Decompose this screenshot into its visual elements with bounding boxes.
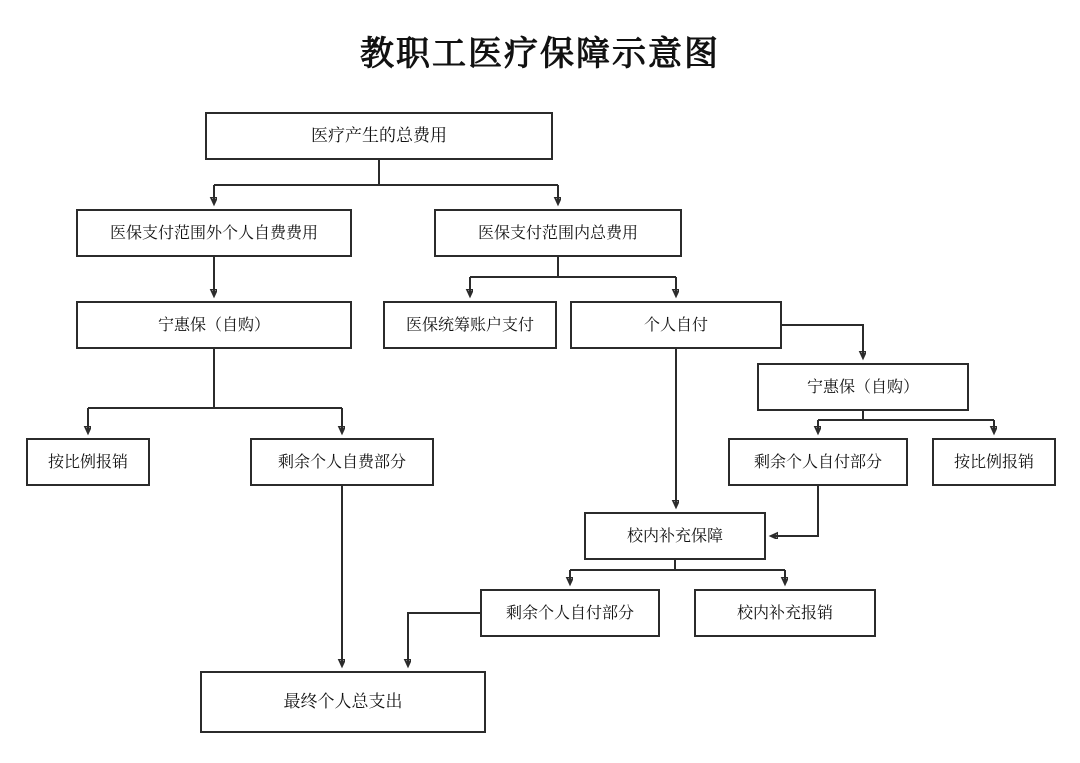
node-remaining-self-paid[interactable]: 剩余个人自付部分 xyxy=(728,438,908,486)
node-out-of-scope-self-funded[interactable]: 医保支付范围外个人自费费用 xyxy=(76,209,352,257)
edge-remain-self-paid2-to-final-total xyxy=(408,613,480,665)
node-pooled-account-payment[interactable]: 医保统筹账户支付 xyxy=(383,301,557,349)
node-ninghuibao-purchase-right[interactable]: 宁惠保（自购） xyxy=(757,363,969,411)
node-ninghuibao-purchase-left[interactable]: 宁惠保（自购） xyxy=(76,301,352,349)
node-personal-self-payment[interactable]: 个人自付 xyxy=(570,301,782,349)
node-final-personal-total-expense[interactable]: 最终个人总支出 xyxy=(200,671,486,733)
node-campus-supplementary-reimbursement[interactable]: 校内补充报销 xyxy=(694,589,876,637)
edge-self-pay-to-ninghui2 xyxy=(782,325,863,357)
node-total[interactable]: 医疗产生的总费用 xyxy=(205,112,553,160)
node-proportional-reimbursement-right[interactable]: 按比例报销 xyxy=(932,438,1056,486)
node-proportional-reimbursement-left[interactable]: 按比例报销 xyxy=(26,438,150,486)
node-remaining-self-funded[interactable]: 剩余个人自费部分 xyxy=(250,438,434,486)
page-title: 教职工医疗保障示意图 xyxy=(360,34,720,74)
edge-remain-self-paid-to-campus-supp xyxy=(772,486,818,536)
node-remaining-self-paid-final[interactable]: 剩余个人自付部分 xyxy=(480,589,660,637)
node-in-scope-total[interactable]: 医保支付范围内总费用 xyxy=(434,209,682,257)
node-campus-supplementary-coverage[interactable]: 校内补充保障 xyxy=(584,512,766,560)
